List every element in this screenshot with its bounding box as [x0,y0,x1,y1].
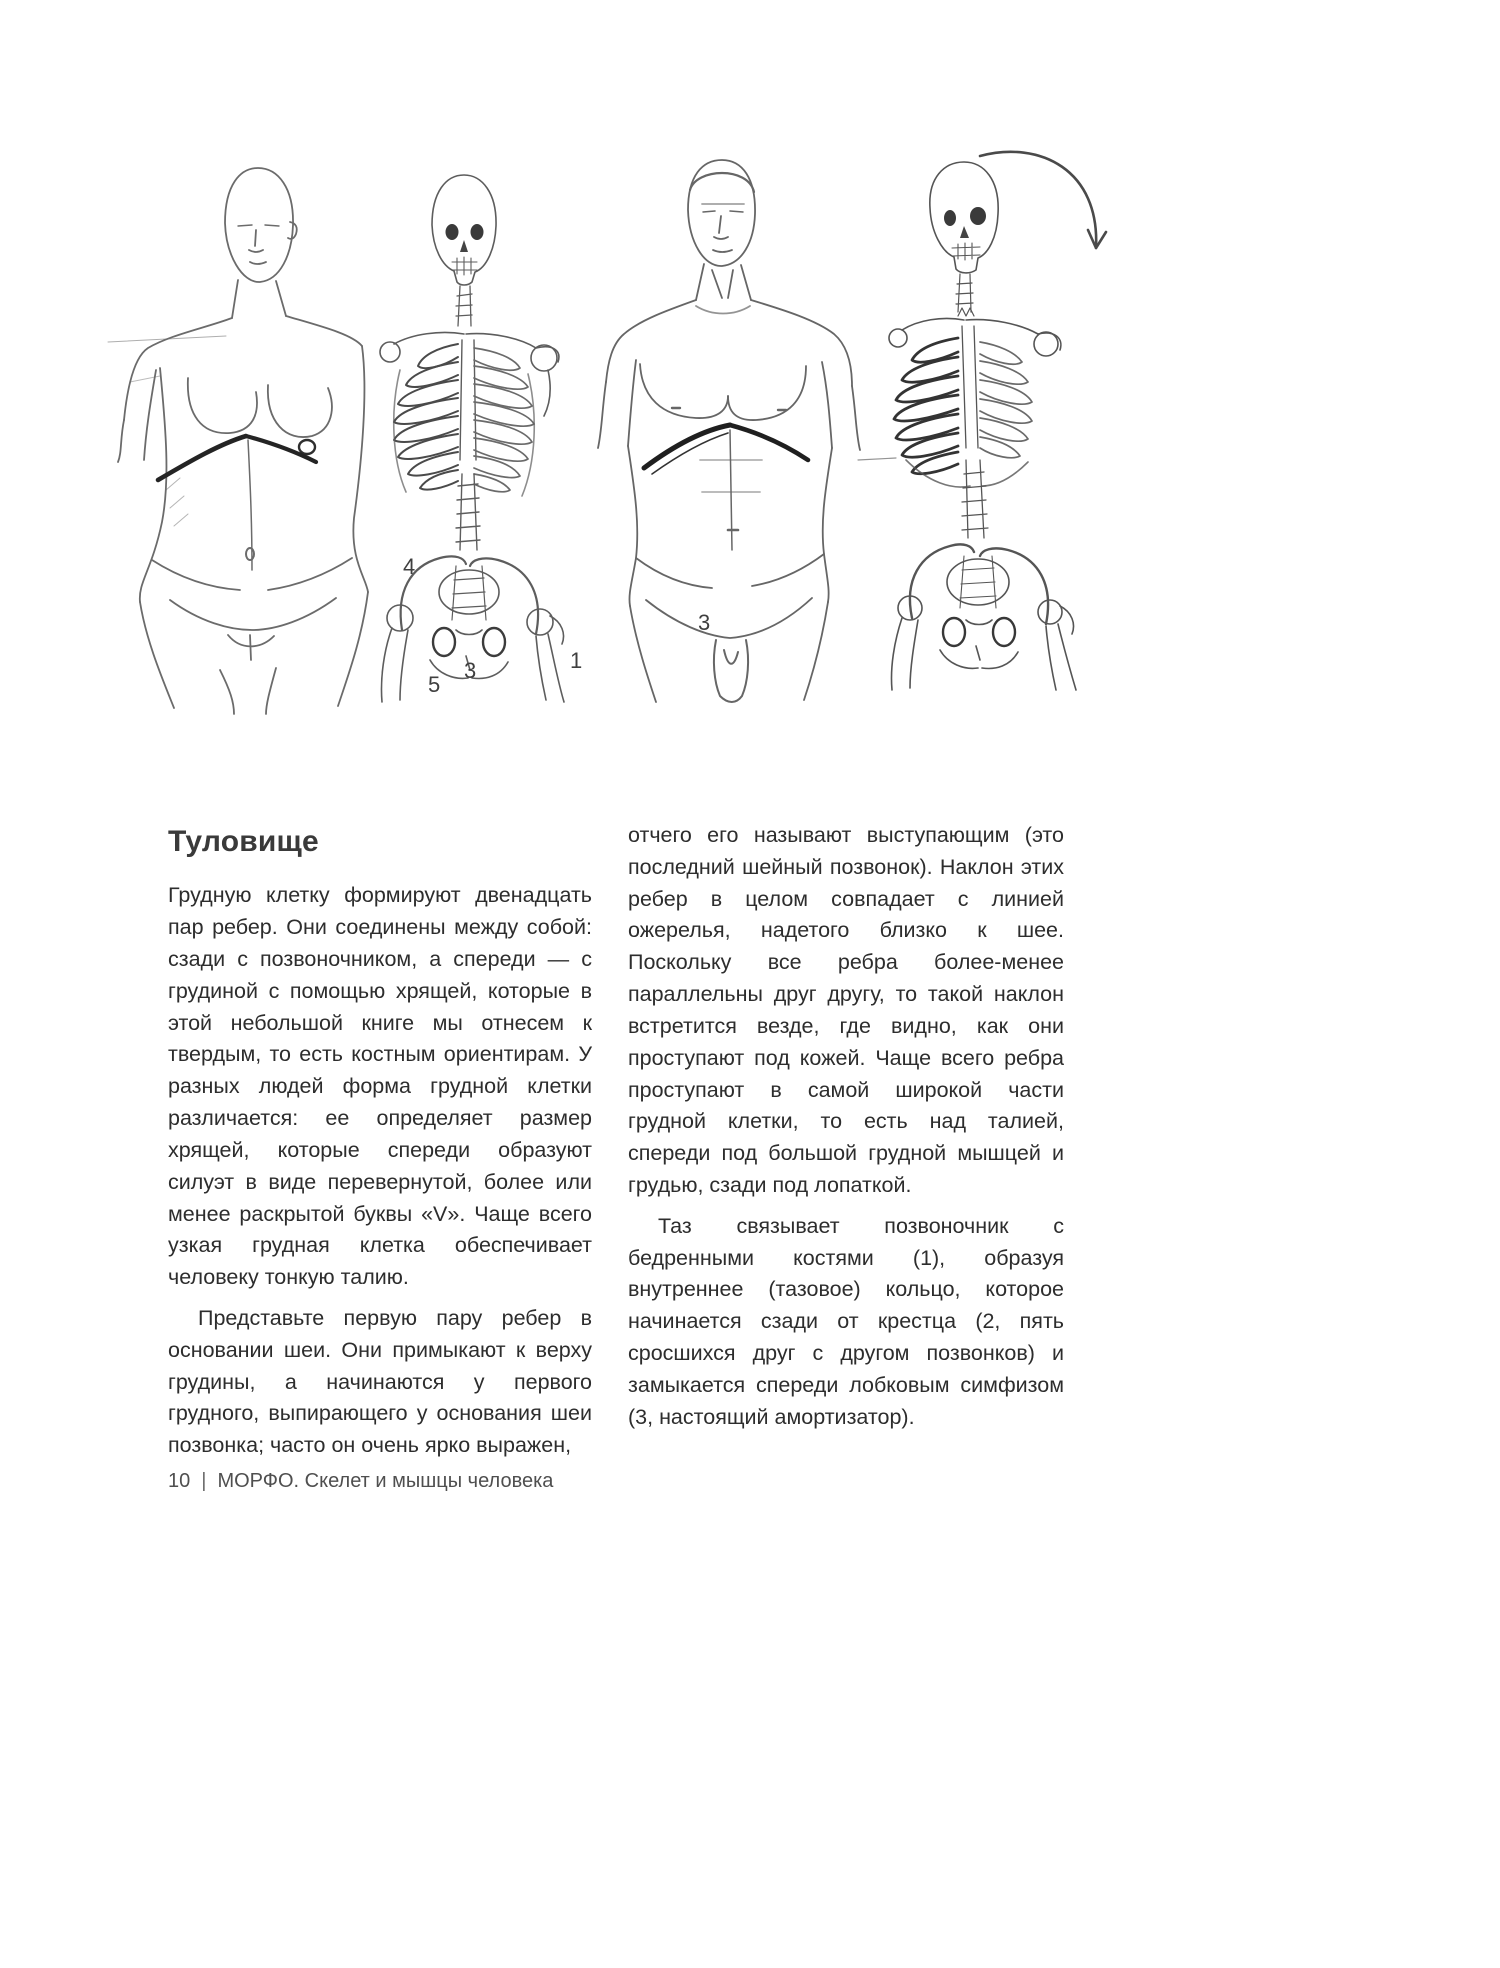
obturator-foramen [993,618,1015,646]
section-heading: Туловище [168,825,319,858]
paragraph: Таз связывает позвоночник с бедренными костями (1), образуя внутреннее (тазовое) кольцо, которое начинается сзади от крестца (2, пять сросшихся друг с другом позвонков) и замыкается спереди лобковым симфизом (3, настоящий амортизатор). [628,1213,1064,1429]
book-title: МОРФО. Скелет и мышцы человека [217,1470,554,1492]
sternum [460,340,476,460]
sacrum [960,556,996,608]
linea-alba [730,430,732,550]
inguinal-line [646,598,812,638]
construction-line [130,376,160,382]
cervical-spine [956,274,973,312]
pointer-line [858,458,896,460]
page-footer [168,1470,553,1493]
figure-label-femur: 1 [570,648,583,673]
paragraph: Грудную клетку формируют двенадцать пар ребер. Они соединены между собой: сзади с позвоночником, а спереди — с грудиной с помощью хрящей, которые в этой небольшой книге мы отнесем к твердым, то есть костным ориентирам. У разных людей форма грудной клетки различается: ее определяет размер хрящей, которые спереди образуют силуэт в виде перевернутой, более или менее раскрытой буквы «V». Чаще всего узкая грудная клетка обеспечивает человеку тонкую талию. [168,883,592,1290]
obturator-foramen [483,628,505,656]
cervical-spine [456,286,472,326]
teeth-sketch [452,257,477,275]
thoracic-arch-left [158,436,246,480]
navel-sketch [246,548,254,560]
article-body [168,820,1064,1462]
obturator-foramen [943,618,965,646]
femur-head-right [1038,600,1062,624]
page-number: 10 [168,1470,191,1492]
eye-socket [446,224,459,240]
pectoral-left [640,364,728,418]
eye-socket [970,207,986,225]
skull-sketch [930,162,998,273]
pelvic-inlet [947,559,1009,605]
figure-label-pubis: 5 [428,672,441,697]
neck-sketch [696,264,751,300]
construction-line [108,336,226,342]
ilium-right [470,558,538,634]
clavicles [394,332,536,348]
anatomy-figures [100,130,1120,730]
figure-label-symphysis: 3 [698,610,711,635]
anatomy-figures-panel [100,130,1120,730]
eye-socket [471,224,484,240]
ribs-left [894,338,958,474]
footer-divider: | [201,1470,207,1492]
figure-skeleton-front [380,175,582,702]
figure-label-ilium: 4 [403,554,416,579]
teeth-sketch [952,243,980,260]
figure-torso-female-front [108,168,368,714]
pectoral-right [728,366,806,420]
nasal-cavity [960,226,969,238]
lumbar-spine [962,460,988,538]
figure-torso-male-front [598,160,896,702]
hatching [166,478,188,526]
ribs-left [394,344,458,490]
paragraph: отчего его называют выступающим (это последний шейный позвонок). Наклон этих ребер в целом совпадает с линией ожерелья, надетого близко к шее. Поскольку все ребра более-менее параллельны друг другу, то такой наклон встретится везде, где видно, как они проступают под кожей. Чаще всего ребра проступают в самой широкой части грудной клетки, то есть над талией, спереди под большой грудной мышцей и грудью, сзади под лопаткой. [628,823,1064,1197]
obturator-foramen [433,628,455,656]
ilium-left [910,544,974,618]
paragraph: Представьте первую пару ребер в основании шеи. Они примыкают к верху грудины, а начинаются у первого грудного, выпирающего у основания шеи позвонка; часто он очень ярко выражен, [168,1305,592,1458]
eye-socket [944,210,956,226]
hair-sketch [690,173,754,192]
figure-label-symphysis: 3 [464,658,477,683]
sternum [962,326,978,448]
thoracic-arch-left [644,425,730,468]
text-column-left [168,820,592,1462]
clavicles [902,318,1038,334]
thoracic-arch-right [730,425,808,460]
ribs-right [474,348,534,492]
text-column-right [628,820,1064,1462]
figure-skeleton-three-quarter [889,152,1106,690]
nasal-cavity [460,240,468,252]
femur-head-right [527,609,553,635]
ribs-right [980,342,1032,458]
